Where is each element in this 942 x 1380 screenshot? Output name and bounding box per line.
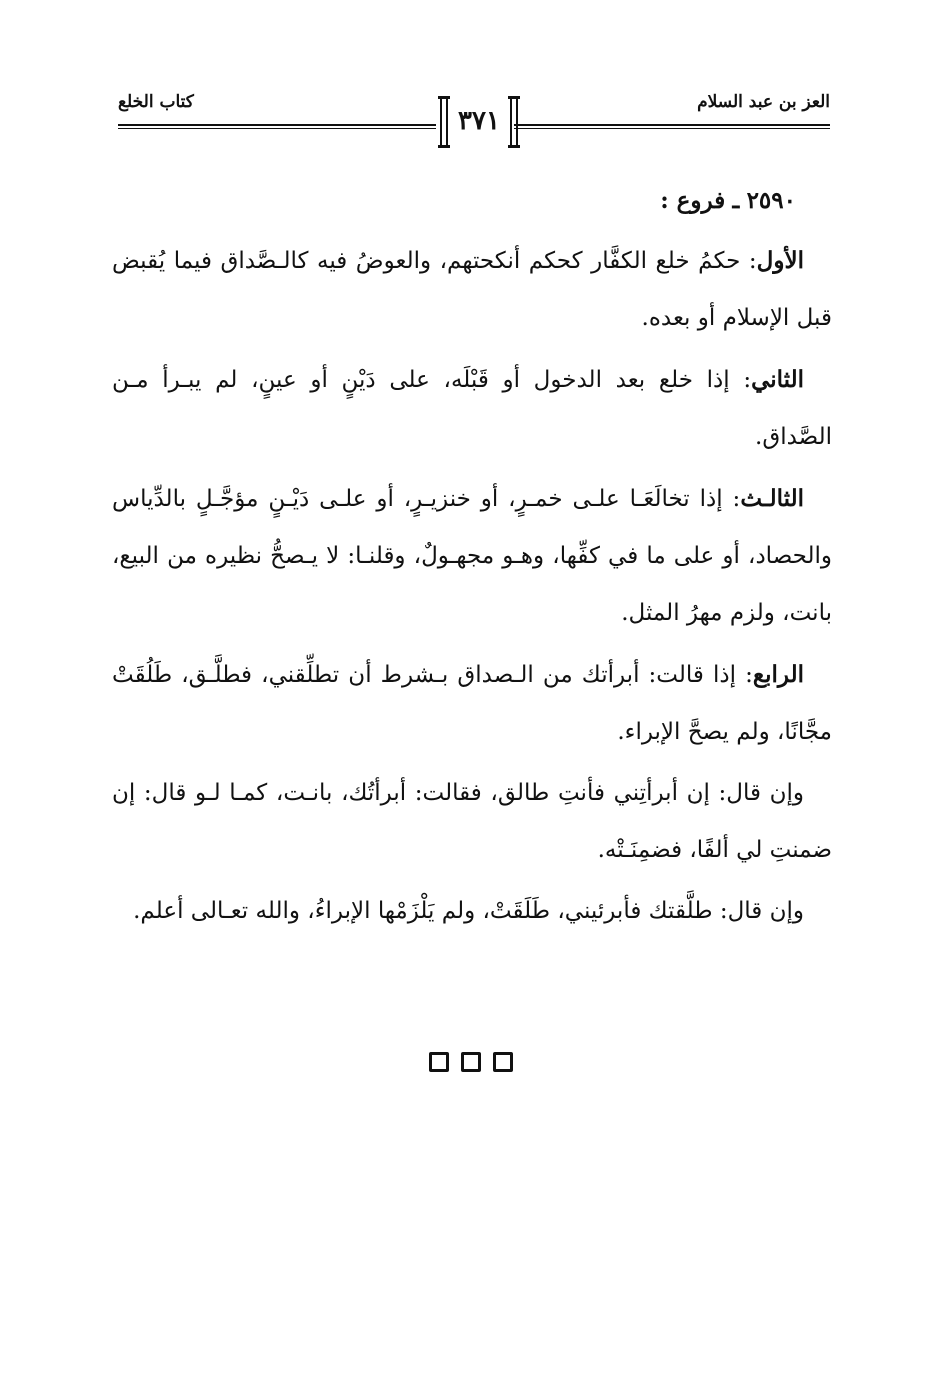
frame-pillar-left <box>440 96 448 148</box>
header-rule-right-thin <box>514 128 830 129</box>
header-rule-right <box>514 124 830 126</box>
page-number: ٣٧١ <box>458 106 500 136</box>
paragraph-label: الثالـث <box>740 485 804 512</box>
page-number-frame <box>440 96 518 148</box>
page-body <box>112 172 832 944</box>
paragraph-fourth <box>112 646 832 761</box>
book-title: كتاب الخلع <box>118 92 194 112</box>
section-separator: ـ <box>732 187 740 214</box>
paragraph-sixth <box>112 883 832 940</box>
square-ornament-icon <box>429 1052 449 1072</box>
header-rule-left-thin <box>118 128 436 129</box>
paragraph-text: وإن قال: إن أبرأتِني فأنتِ طالق، فقالت: أبرأتُك، بانـت، كمـا لـو قال: إن ضمنتِ لي ألفًا، فضمِنَـتْه. <box>112 780 832 863</box>
square-ornament-icon <box>461 1052 481 1072</box>
running-header <box>118 84 830 154</box>
author-name: العز بن عبد السلام <box>697 92 830 112</box>
paragraph-text: : إذا تخالَعَـا علـى خمـرٍ، أو خنزيـرٍ، أو علـى دَيْـنٍ مؤجَّـلٍ بالدِّياس والحصاد، أو على ما في كفِّها، وهـو مجهـولٌ، وقلنـا: لا يـصحُّ نظيره من البيع، بانت، ولزم مهرُ المثل. <box>112 486 832 626</box>
paragraph-label: الأول <box>756 247 804 274</box>
frame-pillar-right <box>510 96 518 148</box>
paragraph-text: وإن قال: طلَّقتك فأبرئيني، طَلَقَتْ، ولم يَلْزَمْها الإبراءُ، والله تعـالى أعلم. <box>133 898 804 924</box>
paragraph-third <box>112 470 832 642</box>
paragraph-fifth <box>112 765 832 879</box>
section-number: ٢٥٩٠ <box>746 187 796 214</box>
paragraph-first <box>112 232 832 347</box>
paragraph-second <box>112 351 832 466</box>
paragraph-label: الثاني <box>751 366 804 393</box>
paragraph-text: : إذا خلع بعد الدخول أو قَبْلَه، على دَيْنٍ أو عينٍ، لم يبـرأ مـن الصَّداق. <box>112 367 832 450</box>
paragraph-label: الرابع <box>752 661 804 688</box>
header-rule-left <box>118 124 436 126</box>
section-heading <box>112 172 832 230</box>
paragraph-text: : حكمُ خلع الكفَّار كحكم أنكحتهم، والعوضُ فيه كالـصَّداق فيما يُقبض قبل الإسلام أو بعده. <box>112 248 832 331</box>
section-title: فروع : <box>660 187 726 214</box>
paragraph-text: : إذا قالت: أبرأتك من الـصداق بـشرط أن تطلِّقني، فطلَّـق، طَلُقَتْ مجَّانًا، ولم يصحَّ الإبراء. <box>112 662 832 745</box>
square-ornament-icon <box>493 1052 513 1072</box>
section-end-ornament <box>0 1052 942 1076</box>
